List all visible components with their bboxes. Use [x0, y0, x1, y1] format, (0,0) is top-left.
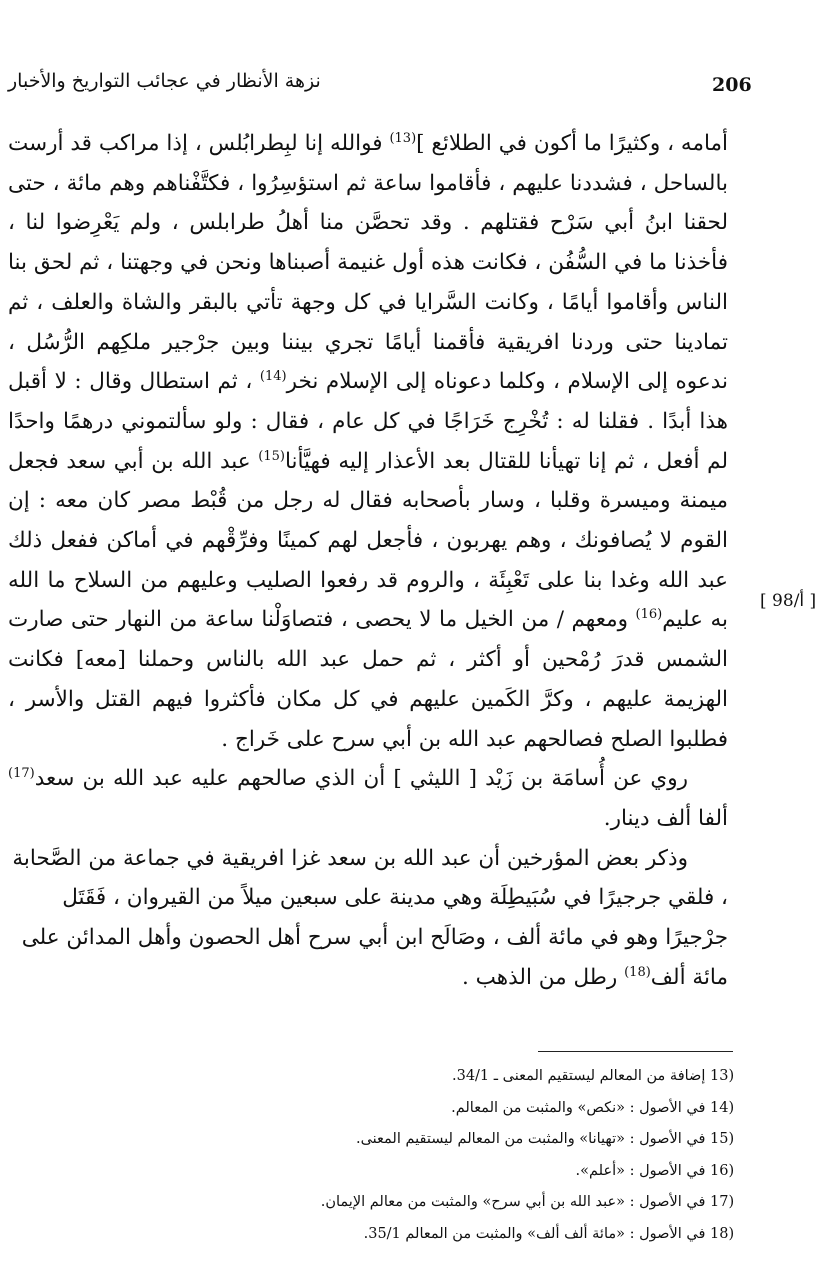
text-run: فوالله إنا لبِطرابُلس ، إذا مراكب قد أرست بالساحل ، فشددنا عليهم ، فأقاموا ساعة ثم استؤسِرُوا ، فكتَّفْناهم وهم مائة ، حتى لحقنا ابنُ أبي سَرْح فقتلهم . وقد تحصَّن منا أهلُ طرابلس ، ولم يَعْرِضوا لنا ، فأخذنا ما في السُّفُن ، فكانت هذه أول غنيمة أصبناها ونحن في وجهتنا ، ثم لحق بنا الناس وأقاموا أيامًا ، وكانت السَّرايا في كل وجهة تأتي بالبقر والشاة والعلف ، ثم تمادينا حتى وردنا افريقية فأقمنا أيامًا تجري بيننا وبين جرْجير ملكِهم الرُّسُل ، ندعوه إلى الإسلام ، وكلما دعوناه إلى الإسلام نخر	[8, 131, 728, 395]
page-number: 206	[712, 74, 752, 96]
text-run: أمامه ، وكثيرًا ما أكون في الطلائع ]	[416, 131, 729, 156]
footnote-number: 15)	[710, 1131, 735, 1148]
main-text	[8, 124, 728, 997]
footnote-text: في الأصول : «أعلم».	[575, 1162, 706, 1179]
footnote-divider	[538, 1051, 733, 1052]
footnote-number: 16)	[710, 1162, 735, 1179]
footnote-text: إضافة من المعالم ليستقيم المعنى ـ 34/1.	[451, 1068, 706, 1084]
footnote-number: 18)	[710, 1225, 735, 1242]
footnote-number: 17)	[710, 1194, 735, 1211]
page-header	[0, 64, 836, 104]
running-title: نزهة الأنظار في عجائب التواريخ والأخبار	[8, 70, 321, 92]
footnote-ref-13: (13)	[389, 130, 417, 146]
text-run: روي عن أُسامَة بن زَيْد [ الليثي ] أن الذي صالحهم عليه عبد الله بن سعد	[34, 766, 688, 792]
folio-margin-note: [ أ/98 ]	[760, 591, 817, 611]
footnote-number: 14)	[710, 1099, 735, 1116]
footnote-text: في الأصول : «عبد الله بن أبي سرح» والمثبت من معالم الإيمان.	[320, 1194, 706, 1211]
footnote-13	[100, 1061, 740, 1093]
footnote-14	[100, 1093, 740, 1125]
footnote-number: 13)	[710, 1068, 735, 1084]
paragraph-1	[8, 124, 728, 759]
text-run: وذكر بعض المؤرخين أن عبد الله بن سعد غزا افريقية في جماعة من الصَّحابة ، فلقي جرجيرًا في سُبَيطِلَة وهي مدينة على سبعين ميلاً من القيروان ، فَقَتَل جرْجيرًا وهو في مائة ألف ، وصَالَح ابن أبي سرح أهل الحصون وأهل المدائن على مائة ألف	[12, 845, 728, 990]
text-run: ، ثم استطال وقال : لا أقبل هذا أبدًا . فقلنا له : تُخْرِج خَرَاجًا في كل عام ، فقال : ولو سألتموني درهمًا واحدًا لم أفعل ، ثم إنا تهيأنا للقتال بعد الأعذار إليه فهيَّأنا	[8, 369, 728, 474]
footnote-ref-15: (15)	[258, 448, 285, 464]
footnote-18	[100, 1219, 740, 1251]
footnote-17	[100, 1187, 740, 1219]
footnote-ref-16: (16)	[635, 607, 663, 623]
footnotes	[100, 1061, 740, 1251]
text-run: عبد الله بن أبي سعد فجعل ميمنة وميسرة وقلبا ، وسار بأصحابه فقال له رجل من قُبْط مصر كان معه : إن القوم لا يُصافونك ، وهم يهربون ، فأجعل لهم كمينًا وفرِّقْهم في أماكن ففعل ذلك عبد الله وغدا بنا على تَعْبِئَة ، والروم قد رفعوا الصليب وعليهم من السلاح ما الله به عليم	[8, 448, 728, 633]
text-run: رطل من الذهب .	[462, 964, 625, 990]
footnote-16	[100, 1156, 740, 1188]
text-run: ألفا ألف دينار.	[603, 805, 728, 831]
footnote-15	[100, 1124, 740, 1156]
footnote-text: في الأصول : «نكص» والمثبت من المعالم.	[451, 1099, 706, 1116]
footnote-ref-17: (17)	[8, 766, 35, 782]
paragraph-2	[8, 759, 728, 838]
footnote-ref-14: (14)	[259, 369, 287, 385]
footnote-ref-18: (18)	[624, 964, 651, 980]
footnote-text: في الأصول : «مائة ألف ألف» والمثبت من المعالم 35/1.	[363, 1225, 706, 1242]
text-run: ومعهم / من الخيل ما لا يحصى ، فتصاوَلْنا ساعة من النهار حتى صارت الشمس قدرَ رُمْحين أو أكثر ، ثم حمل عبد الله بالناس وحملنا [معه] فكانت الهزيمة عليهم ، وكرَّ الكَمين عليهم في كل مكان فأكثروا فيهم القتل والأسر ، فطلبوا الصلح فصالحهم عبد الله بن أبي سرح على خَراج .	[8, 607, 728, 752]
paragraph-3	[8, 839, 728, 998]
footnote-text: في الأصول : «تهيانا» والمثبت من المعالم ليستقيم المعنى.	[355, 1131, 706, 1148]
